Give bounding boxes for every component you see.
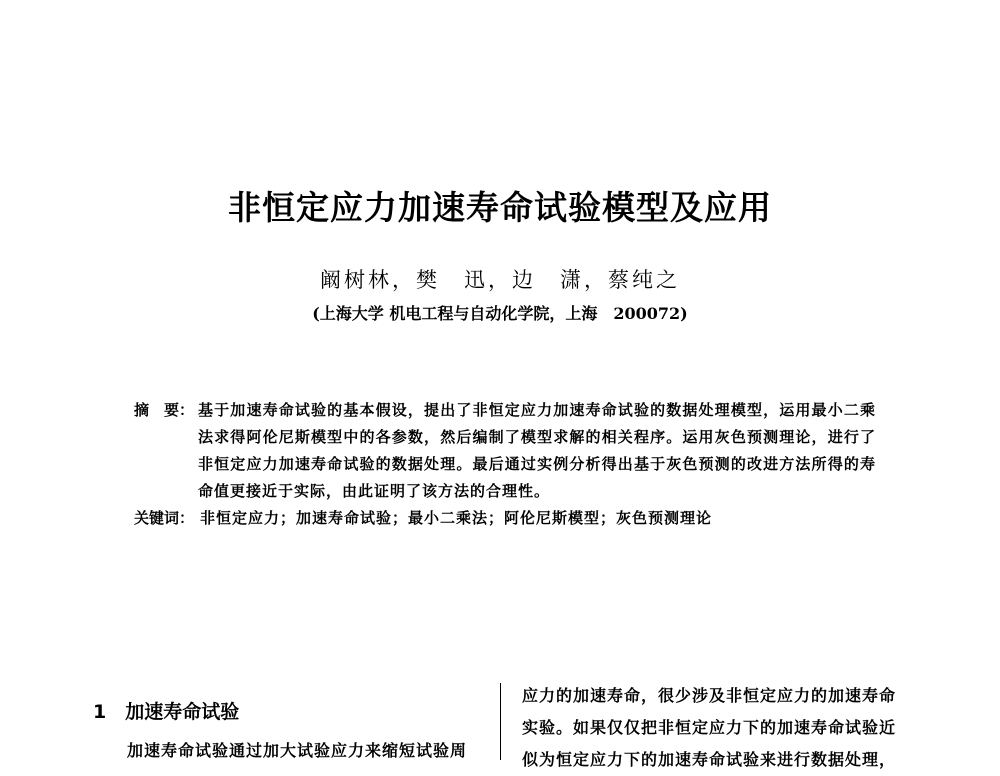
left-column-paragraph: 加速寿命试验通过加大试验应力来缩短试验周 bbox=[127, 741, 468, 760]
right-column-text bbox=[522, 680, 922, 776]
paper-title: 非恒定应力加速寿命试验模型及应用 bbox=[228, 188, 772, 227]
abstract bbox=[134, 397, 876, 505]
abstract-text: 基于加速寿命试验的基本假设，提出了非恒定应力加速寿命试验的数据处理模型，运用最小二乘法求得阿伦尼斯模型中的各参数，然后编制了模型求解的相关程序。运用灰色预测理论，进行了非恒定应力加速寿命试验的数据处理。最后通过实例分析得出基于灰色预测的改进方法所得的寿命值更接近于实际，由此证明了该方法的合理性。 bbox=[198, 401, 876, 500]
right-column-line: 似为恒定应力下的加速寿命试验来进行数据处理， bbox=[522, 750, 897, 769]
keywords bbox=[134, 505, 876, 532]
right-column-line: 实验。如果仅仅把非恒定应力下的加速寿命试验近 bbox=[522, 718, 897, 737]
author-list: 阚树林，樊 迅，边 潇，蔡纯之 bbox=[320, 268, 680, 292]
column-divider bbox=[500, 683, 501, 760]
right-column-line: 应力的加速寿命，很少涉及非恒定应力的加速寿命 bbox=[522, 686, 897, 705]
affiliation: (上海大学 机电工程与自动化学院，上海 200072) bbox=[312, 304, 688, 323]
keywords-label: 关键词： bbox=[134, 509, 195, 527]
keywords-text: 非恒定应力；加速寿命试验；最小二乘法；阿伦尼斯模型；灰色预测理论 bbox=[200, 509, 713, 527]
abstract-label: 摘 要： bbox=[134, 401, 195, 419]
abstract-block bbox=[134, 397, 876, 532]
section-heading: 1 加速寿命试验 bbox=[93, 701, 240, 723]
